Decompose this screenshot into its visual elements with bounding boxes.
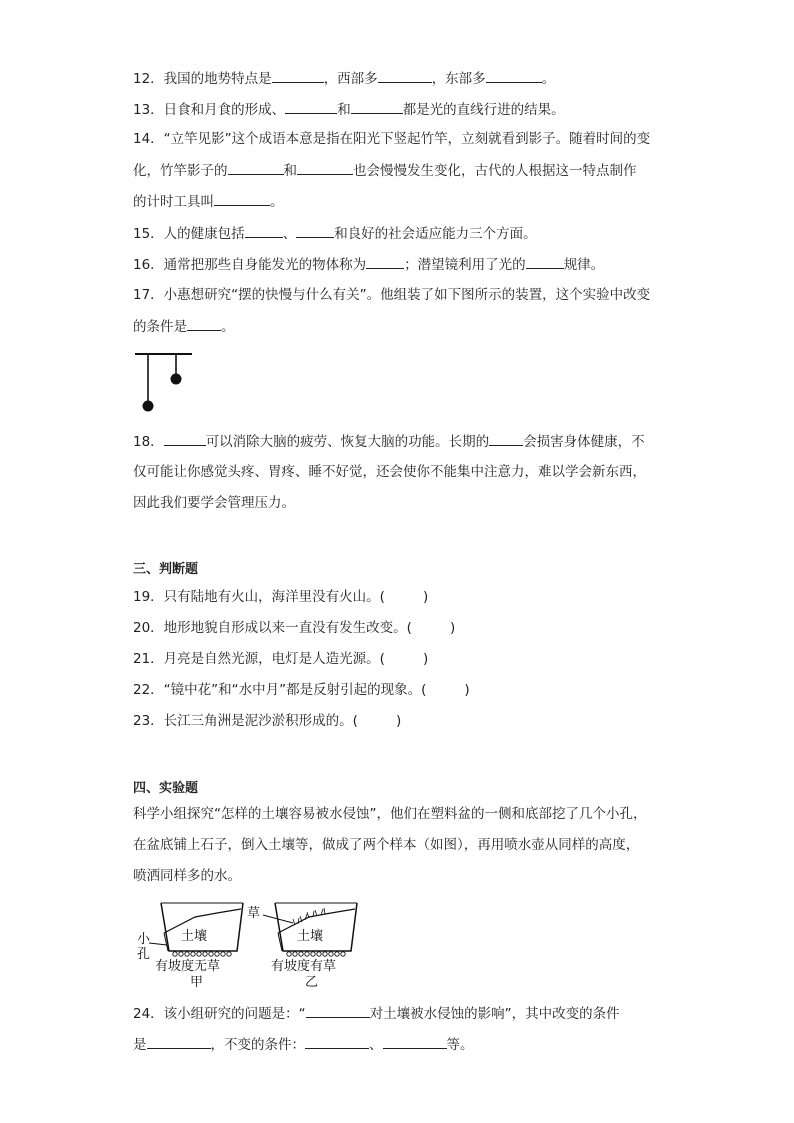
- answer-blank[interactable]: [526, 255, 564, 269]
- question-15: 15．人的健康包括 、 和良好的社会适应能力三个方面。: [133, 226, 537, 242]
- soil-label-a: 土壤: [181, 929, 208, 944]
- answer-blank[interactable]: [489, 432, 523, 446]
- question-14-line-1: 14．“立竿见影”这个成语本意是指在阳光下竖起竹竿，立刻就看到影子。随着时间的变: [133, 131, 651, 147]
- answer-blank[interactable]: [214, 192, 270, 206]
- short-pendulum-bob: [171, 374, 182, 385]
- question-23: 23．长江三角洲是泥沙淤积形成的。( ): [133, 713, 402, 729]
- answer-blank[interactable]: [366, 255, 404, 269]
- answer-blank[interactable]: [305, 1035, 369, 1049]
- question-14-line-2: 化，竹竿影子的 和 也会慢慢发生变化，古代的人根据这一特点制作: [133, 163, 637, 179]
- section-title-judgment: 三、判断题: [133, 562, 199, 577]
- soil-label-b: 土壤: [297, 929, 324, 944]
- question-24-line-1: 24．该小组研究的问题是：“ 对土壤被水侵蚀的影响”，其中改变的条件: [133, 1006, 620, 1022]
- answer-blank[interactable]: [285, 100, 337, 114]
- answer-blank[interactable]: [486, 69, 542, 83]
- answer-blank[interactable]: [147, 1035, 211, 1049]
- question-22: 22．“镜中花”和“水中月”都是反射引起的现象。( ): [133, 682, 470, 698]
- question-18-line-1: 18． 可以消除大脑的疲劳、恢复大脑的功能。长期的 会损害身体健康，不: [133, 434, 645, 450]
- question-17-line-1: 17．小惠想研究“摆的快慢与什么有关”。他组装了如下图所示的装置，这个实验中改变: [133, 287, 651, 303]
- answer-blank[interactable]: [383, 1035, 447, 1049]
- answer-blank[interactable]: [245, 224, 283, 238]
- label-a: 甲: [190, 975, 204, 990]
- answer-blank[interactable]: [228, 161, 284, 175]
- label-b: 乙: [305, 975, 319, 990]
- question-17-line-2: 的条件是 。: [133, 319, 235, 335]
- question-24-line-2: 是 ，不变的条件： 、 等。: [133, 1037, 474, 1053]
- hole-label: 孔: [137, 947, 151, 962]
- question-16: 16．通常把那些自身能发光的物体称为 ；潜望镜利用了光的 规律。: [133, 257, 605, 273]
- answer-blank[interactable]: [296, 224, 334, 238]
- intro-line-2: 在盆底铺上石子，倒入土壤等，做成了两个样本（如图），再用喷水壶从同样的高度，: [133, 837, 640, 853]
- question-18-line-3: 因此我们要学会管理压力。: [133, 495, 295, 511]
- question-18-line-2: 仅可能让你感觉头疼、胃疼、睡不好觉，还会使你不能集中注意力，难以学会新东西，: [133, 464, 646, 480]
- pendulum-figure: [130, 348, 200, 418]
- hole-label: 小: [137, 932, 151, 947]
- answer-blank[interactable]: [164, 432, 206, 446]
- intro-line-1: 科学小组探究“怎样的土壤容易被水侵蚀”，他们在塑料盆的一侧和底部挖了几个小孔，: [133, 806, 647, 822]
- caption-a: 有坡度无草: [155, 959, 221, 974]
- answer-blank[interactable]: [297, 161, 353, 175]
- grass-label: 草: [247, 906, 261, 921]
- question-13: 13．日食和月食的形成、 和 都是光的直线行进的结果。: [133, 102, 565, 118]
- intro-line-3: 喷洒同样多的水。: [133, 868, 241, 884]
- soil-erosion-figure: [135, 895, 375, 990]
- answer-blank[interactable]: [272, 69, 324, 83]
- section-title-experiment: 四、实验题: [133, 781, 199, 796]
- answer-blank[interactable]: [306, 1004, 370, 1018]
- question-21: 21．月亮是自然光源，电灯是人造光源。( ): [133, 651, 429, 667]
- long-pendulum-bob: [143, 401, 154, 412]
- question-14-line-3: 的计时工具叫 。: [133, 194, 284, 210]
- question-12: 12．我国的地势特点是 ，西部多 ，东部多 。: [133, 71, 556, 87]
- answer-blank[interactable]: [187, 317, 221, 331]
- answer-blank[interactable]: [378, 69, 432, 83]
- question-20: 20．地形地貌自形成以来一直没有发生改变。( ): [133, 620, 456, 636]
- answer-blank[interactable]: [351, 100, 403, 114]
- caption-b: 有坡度有草: [271, 959, 337, 974]
- question-19: 19．只有陆地有火山，海洋里没有火山。( ): [133, 589, 429, 605]
